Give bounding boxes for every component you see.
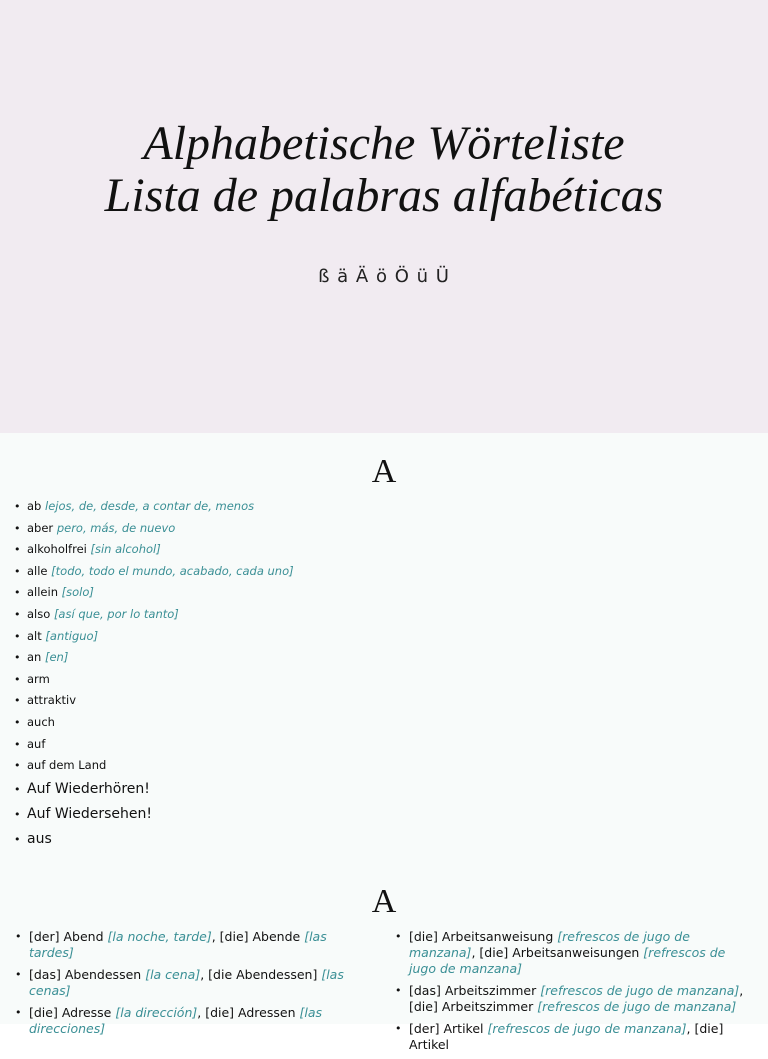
translation: [refrescos de jugo de manzana] [487, 1021, 687, 1036]
list-item [14, 802, 754, 827]
list-item [394, 1021, 744, 1053]
noun-plural: [die] Artikel [409, 1021, 724, 1052]
section-heading: A [371, 883, 397, 920]
noun-singular: [der] Abend [29, 929, 104, 944]
word: attraktiv [27, 693, 77, 708]
word: Auf Wiederhören! [27, 780, 150, 797]
list-item [14, 827, 754, 852]
list-item [14, 669, 754, 691]
list-item [14, 647, 754, 669]
translation: [solo] [61, 585, 94, 600]
noun-list-right [394, 929, 744, 1059]
separator: , [471, 945, 480, 960]
translation: [refrescos de jugo de manzana] [537, 999, 737, 1014]
translation: [la dirección] [115, 1005, 198, 1020]
noun-singular: [die] Arbeitsanweisung [409, 929, 554, 944]
list-item [14, 626, 754, 648]
list-item [14, 518, 754, 540]
list-item [14, 712, 754, 734]
word: an [27, 650, 42, 665]
separator: , [686, 1021, 695, 1036]
translation: [en] [45, 650, 69, 665]
list-item [14, 967, 358, 999]
list-item [14, 582, 754, 604]
translation: lejos, de, desde, a contar de, menos [45, 499, 255, 513]
word: auf [27, 736, 46, 751]
title-slide [0, 0, 768, 433]
word: arm [27, 671, 50, 686]
word: alkoholfrei [27, 542, 87, 557]
word: ab [27, 499, 42, 513]
list-item [14, 539, 754, 561]
word: Auf Wiedersehen! [27, 805, 153, 822]
noun-plural: [die] Arbeitsanweisungen [479, 945, 640, 960]
noun-singular: [das] Arbeitszimmer [409, 983, 537, 998]
translation: [refrescos de jugo de manzana] [409, 929, 690, 960]
translation: [refrescos de jugo de manzana] [540, 983, 740, 998]
word: alle [27, 563, 48, 578]
translation: [la noche, tarde] [107, 929, 212, 944]
list-item [14, 561, 754, 583]
list-item [14, 1005, 358, 1037]
translation: [así que, por lo tanto] [53, 606, 179, 621]
word: allein [27, 585, 58, 600]
translation: [sin alcohol] [90, 542, 161, 557]
word: aus [27, 830, 52, 847]
separator: , [200, 967, 209, 982]
list-item [14, 777, 754, 802]
noun-singular: [der] Artikel [409, 1021, 484, 1036]
list-item [14, 929, 358, 961]
word-list [14, 496, 754, 852]
noun-list-left [14, 929, 358, 1043]
special-characters: ß ä Ä ö Ö ü Ü [318, 266, 450, 287]
translation: [refrescos de jugo de manzana] [409, 945, 726, 976]
noun-plural: [die] Adressen [205, 1005, 296, 1020]
word: auch [27, 714, 55, 729]
noun-singular: [das] Abendessen [29, 967, 142, 982]
noun-plural: [die] Arbeitszimmer [409, 999, 534, 1014]
list-item [14, 604, 754, 626]
word-list-slide-a [0, 433, 768, 863]
translation: pero, más, de nuevo [56, 520, 176, 535]
separator: , [197, 1005, 206, 1020]
translation: [todo, todo el mundo, acabado, cada uno] [51, 563, 294, 578]
title-spanish: Lista de palabras alfabéticas [104, 169, 664, 222]
word-list-slide-a-nouns [0, 863, 768, 1052]
section-heading: A [371, 453, 397, 490]
translation: [antiguo] [45, 628, 99, 643]
list-item [14, 734, 754, 756]
noun-plural: [die] Abende [219, 929, 301, 944]
list-item [394, 983, 744, 1015]
word: auf dem Land [27, 758, 107, 773]
noun-plural: [die Abendessen] [208, 967, 318, 982]
list-item [14, 690, 754, 712]
word: also [27, 606, 51, 621]
title-german: Alphabetische Wörteliste [143, 117, 625, 170]
list-item [14, 755, 754, 777]
translation: [las cenas] [29, 967, 344, 998]
translation: [las tardes] [29, 929, 327, 960]
translation: [las direcciones] [29, 1005, 323, 1036]
word: alt [27, 628, 42, 643]
separator: , [211, 929, 220, 944]
list-item [14, 496, 754, 518]
noun-singular: [die] Adresse [29, 1005, 112, 1020]
list-item [394, 929, 744, 977]
page-title [0, 118, 768, 222]
word: aber [27, 520, 54, 535]
translation: [la cena] [145, 967, 201, 982]
separator: , [739, 983, 744, 998]
